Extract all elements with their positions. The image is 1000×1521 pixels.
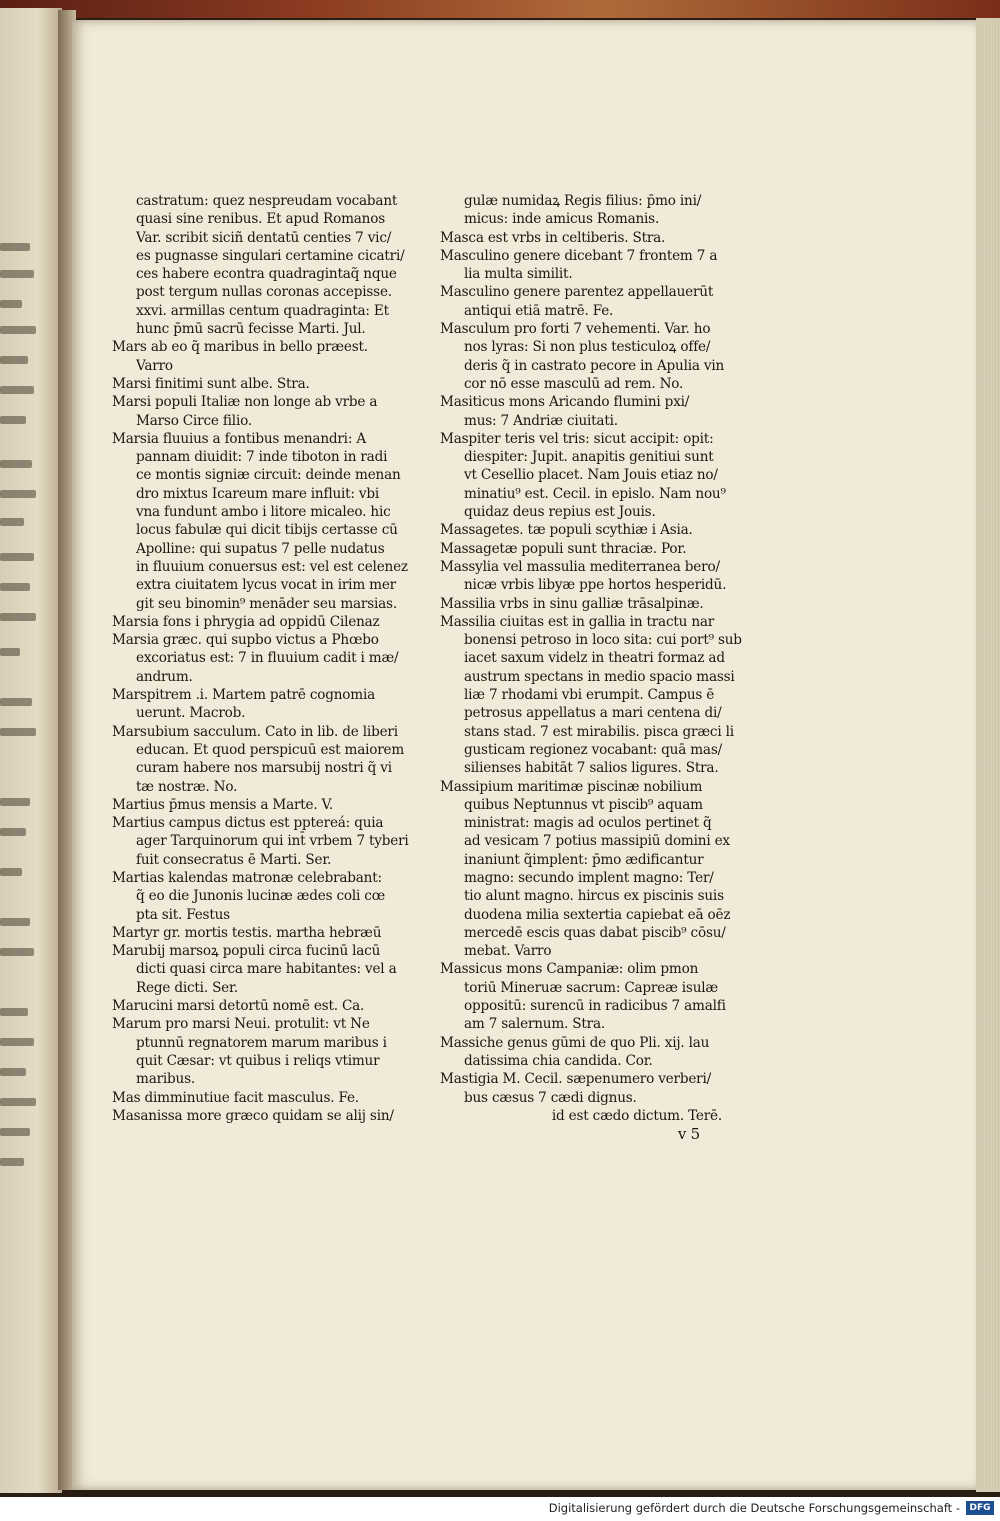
text-line: iacet saxum videlz in theatri formaz ad — [464, 650, 725, 667]
text-line: duodena milia sextertia capiebat eā oēz — [464, 906, 731, 923]
text-line: Martias kalendas matronæ celebrabant: — [112, 869, 382, 886]
text-line: dicti quasi circa mare habitantes: vel a — [136, 961, 397, 978]
text-line: Massagetæ populi sunt thraciæ. Por. — [440, 540, 687, 557]
column-tail-line: id est cædo dictum. Terē. — [551, 1107, 722, 1124]
text-line: quit Cæsar: vt quibus i reliqs vtimur — [136, 1052, 380, 1069]
text-line: lia multa similit. — [464, 266, 573, 283]
text-line: git seu binomin⁹ menāder seu marsias. — [136, 595, 397, 612]
text-line: Marucini marsi detortū nomē est. Ca. — [112, 998, 365, 1015]
text-line: Rege dicti. Ser. — [136, 979, 238, 996]
text-line: fuit consecratus ē Marti. Ser. — [136, 851, 332, 868]
text-line: petrosus appellatus a mari centena di/ — [464, 705, 722, 722]
text-column-left — [112, 192, 412, 1125]
text-line: Mars ab eo q̃ maribus in bello præest. — [112, 339, 368, 356]
text-line: pannam diuidit: 7 inde tiboton in radi — [136, 449, 388, 466]
text-line: pta sit. Festus — [136, 906, 230, 923]
signature-mark: v 5 — [677, 1125, 700, 1144]
text-line: Marsi finitimi sunt albe. Stra. — [112, 375, 310, 392]
text-line: mus: 7 Andriæ ciuitati. — [464, 412, 618, 429]
text-line: vt Cesellio placet. Nam Jouis etiaz no/ — [464, 467, 718, 484]
text-line: Massiche genus gūmi de quo Pli. xij. lau — [440, 1034, 710, 1051]
text-line: micus: inde amicus Romanis. — [464, 211, 660, 228]
text-line: ager Tarquinorum qui int̄ vrbem 7 tyberi — [136, 833, 409, 850]
book-binding-top — [0, 0, 1000, 18]
text-line: silienses habitāt 7 salios ligures. Stra. — [464, 760, 719, 777]
text-line: Marsia fons i phrygia ad oppidū Cilenaz — [112, 613, 380, 630]
text-line: tio alunt magno. hircus ex piscinis suis — [464, 888, 724, 905]
text-line: Masiticus mons Aricando flumini pxi/ — [440, 394, 690, 411]
text-line: tæ nostræ. No. — [136, 778, 238, 795]
text-column-right — [440, 192, 740, 1143]
text-line: Massylia vel massulia mediterranea bero/ — [440, 558, 720, 575]
text-line: Apolline: qui supatus 7 pelle nudatus — [136, 540, 385, 557]
text-line: quibus Neptunnus vt piscib⁹ aquam — [464, 796, 703, 813]
text-line: Martius p̄mus mensis a Marte. V. — [112, 796, 333, 813]
text-line: nicæ vrbis libyæ ppe hortos hesperidū. — [464, 577, 727, 594]
text-line: post tergum nullas coronas accepisse. — [136, 284, 392, 301]
text-line: Varro — [136, 357, 173, 374]
text-line: in fluuium conuersus est: vel est celenez — [136, 558, 408, 575]
text-line: austrum spectans in medio spacio massi — [464, 668, 735, 685]
text-line: educan. Et quod perspicuū est maiorem — [136, 741, 405, 758]
text-line: xxvi. armillas centum quadraginta: Et — [136, 302, 389, 319]
text-line: inaniunt q̃implent: p̄mo ædificantur — [464, 851, 704, 868]
text-line: curam habere nos marsubij nostri q̃ vi — [136, 760, 392, 777]
text-line: nos lyras: Si non plus testiculoꝝ offe/ — [464, 339, 711, 356]
text-line: Mastigia M. Cecil. sæpenumero verberi/ — [440, 1071, 711, 1088]
text-line: hunc p̄mū sacrū fecisse Marti. Jul. — [136, 321, 366, 338]
text-line: bonensi petroso in loco sita: cui port⁹ sub — [464, 632, 742, 649]
text-line: liæ 7 rhodami vbi erumpit. Campus ē — [464, 687, 715, 704]
text-line: q̃ eo die Junonis lucinæ ædes coli cœ — [136, 888, 385, 905]
text-line: Masculino genere parentez appellauerūt — [440, 284, 714, 301]
text-line: Massilia vrbs in sinu galliæ trāsalpinæ. — [440, 595, 704, 612]
footer-credit: Digitalisierung gefördert durch die Deutsche Forschungsgemeinschaft - — [548, 1501, 960, 1515]
text-line: Marsia fluuius a fontibus menandri: A — [112, 430, 366, 447]
text-line: Marum pro marsi Neui. protulit: vt Ne — [112, 1016, 370, 1033]
text-line: datissima chia candida. Cor. — [464, 1052, 653, 1069]
text-line: bus cæsus 7 cædi dignus. — [464, 1089, 637, 1106]
text-line: Marso Circe filio. — [136, 412, 252, 429]
text-line: minatiu⁹ est. Cecil. in epislo. Nam nou⁹ — [464, 485, 726, 502]
text-line: cor nō esse masculū ad rem. No. — [464, 375, 684, 392]
digitization-footer — [0, 1497, 1000, 1521]
text-line: dro mixtus Icareum mare influit: vbi — [136, 485, 380, 502]
text-line: excoriatus est: 7 in fluuium cadit i mæ/ — [136, 650, 399, 667]
text-line: ministrat: magis ad oculos pertinet q̃ — [464, 815, 712, 832]
text-line: stans stad. 7 est mirabilis. pisca græci li — [464, 723, 734, 740]
text-line: Marsubium sacculum. Cato in lib. de liberi — [112, 723, 398, 740]
text-line: ptunnū regnatorem marum maribus i — [136, 1034, 387, 1051]
text-line: ce montis signiæ circuit: deinde menan — [136, 467, 401, 484]
text-line: diespiter: Jupit. anapitis genitiui sunt — [464, 449, 714, 466]
text-line: Mas dimminutiue facit masculus. Fe. — [112, 1089, 359, 1106]
text-line: Var. scribit siciñ dentatū centies 7 vic/ — [136, 229, 392, 246]
text-line: uerunt. Macrob. — [136, 705, 246, 722]
text-line: Masca est vrbs in celtiberis. Stra. — [440, 229, 666, 246]
text-line: Masanissa more græco quidam se alij sin/ — [112, 1107, 394, 1124]
text-line: mebat. Varro — [464, 943, 552, 960]
text-line: ces habere econtra quadragintaq̃ nque — [136, 266, 397, 283]
text-line: toriū Mineruæ sacrum: Capreæ isulæ — [464, 979, 718, 996]
text-line: extra ciuitatem lycus vocat in irim mer — [136, 577, 396, 594]
text-line: castratum: quez nespreudam vocabant — [136, 193, 398, 209]
left-page-edge — [0, 8, 62, 1493]
text-line: quidaz deus repius est Jouis. — [464, 504, 656, 521]
text-line: Martius campus dictus est pptereá: quia — [112, 815, 384, 832]
text-line: gulæ numidaꝝ Regis filius: p̄mo ini/ — [464, 193, 702, 209]
page-stack-edge — [976, 18, 1000, 1492]
text-line: deris q̃ in castrato pecore in Apulia vin — [464, 357, 725, 374]
text-line: Marsia græc. qui supbo victus a Phœbo — [112, 632, 379, 649]
text-line: oppositū: surencū in radicibus 7 amalfi — [464, 998, 726, 1015]
text-line: Masculum pro forti 7 vehementi. Var. ho — [440, 321, 711, 338]
text-line: Martyr gr. mortis testis. martha hebræū — [112, 924, 382, 941]
text-line: Massipium maritimæ piscinæ nobilium — [440, 778, 703, 795]
text-line: Massilia ciuitas est in gallia in tractu nar — [440, 613, 715, 630]
text-line: vna fundunt ambo i litore micaleo. hic — [136, 504, 391, 521]
text-line: Marspitrem .i. Martem patrē cognomia — [112, 687, 376, 704]
text-line: quasi sine renibus. Et apud Romanos — [136, 211, 385, 228]
dfg-logo-icon: DFG — [966, 1501, 994, 1515]
text-line: Marsi populi Italiæ non longe ab vrbe a — [112, 394, 378, 411]
text-line: magno: secundo implent magno: Ter/ — [464, 869, 714, 886]
text-line: antiqui etiā matrē. Fe. — [464, 302, 614, 319]
text-line: locus fabulæ qui dicit tibijs certasse cū — [136, 522, 398, 539]
text-line: Massagetes. tæ populi scythiæ i Asia. — [440, 522, 693, 539]
text-line: am 7 salernum. Stra. — [464, 1016, 605, 1033]
text-line: gusticam regionez vocabant: quā mas/ — [464, 741, 722, 758]
text-line: maribus. — [136, 1071, 195, 1088]
text-line: Marubij marsoꝝ populi circa fucinū lacū — [112, 943, 381, 960]
text-line: Masculino genere dicebant 7 frontem 7 a — [440, 247, 718, 264]
text-line: mercedē escis quas dabat piscib⁹ cōsu/ — [464, 924, 726, 941]
text-line: Maspiter teris vel tris: sicut accipit: opit: — [440, 430, 714, 447]
text-line: ad vesicam 7 potius massipiū domini ex — [464, 833, 730, 850]
text-line: Massicus mons Campaniæ: olim pmon — [440, 961, 699, 978]
text-line: andrum. — [136, 668, 193, 685]
text-line: es pugnasse singulari certamine cicatri/ — [136, 247, 405, 264]
